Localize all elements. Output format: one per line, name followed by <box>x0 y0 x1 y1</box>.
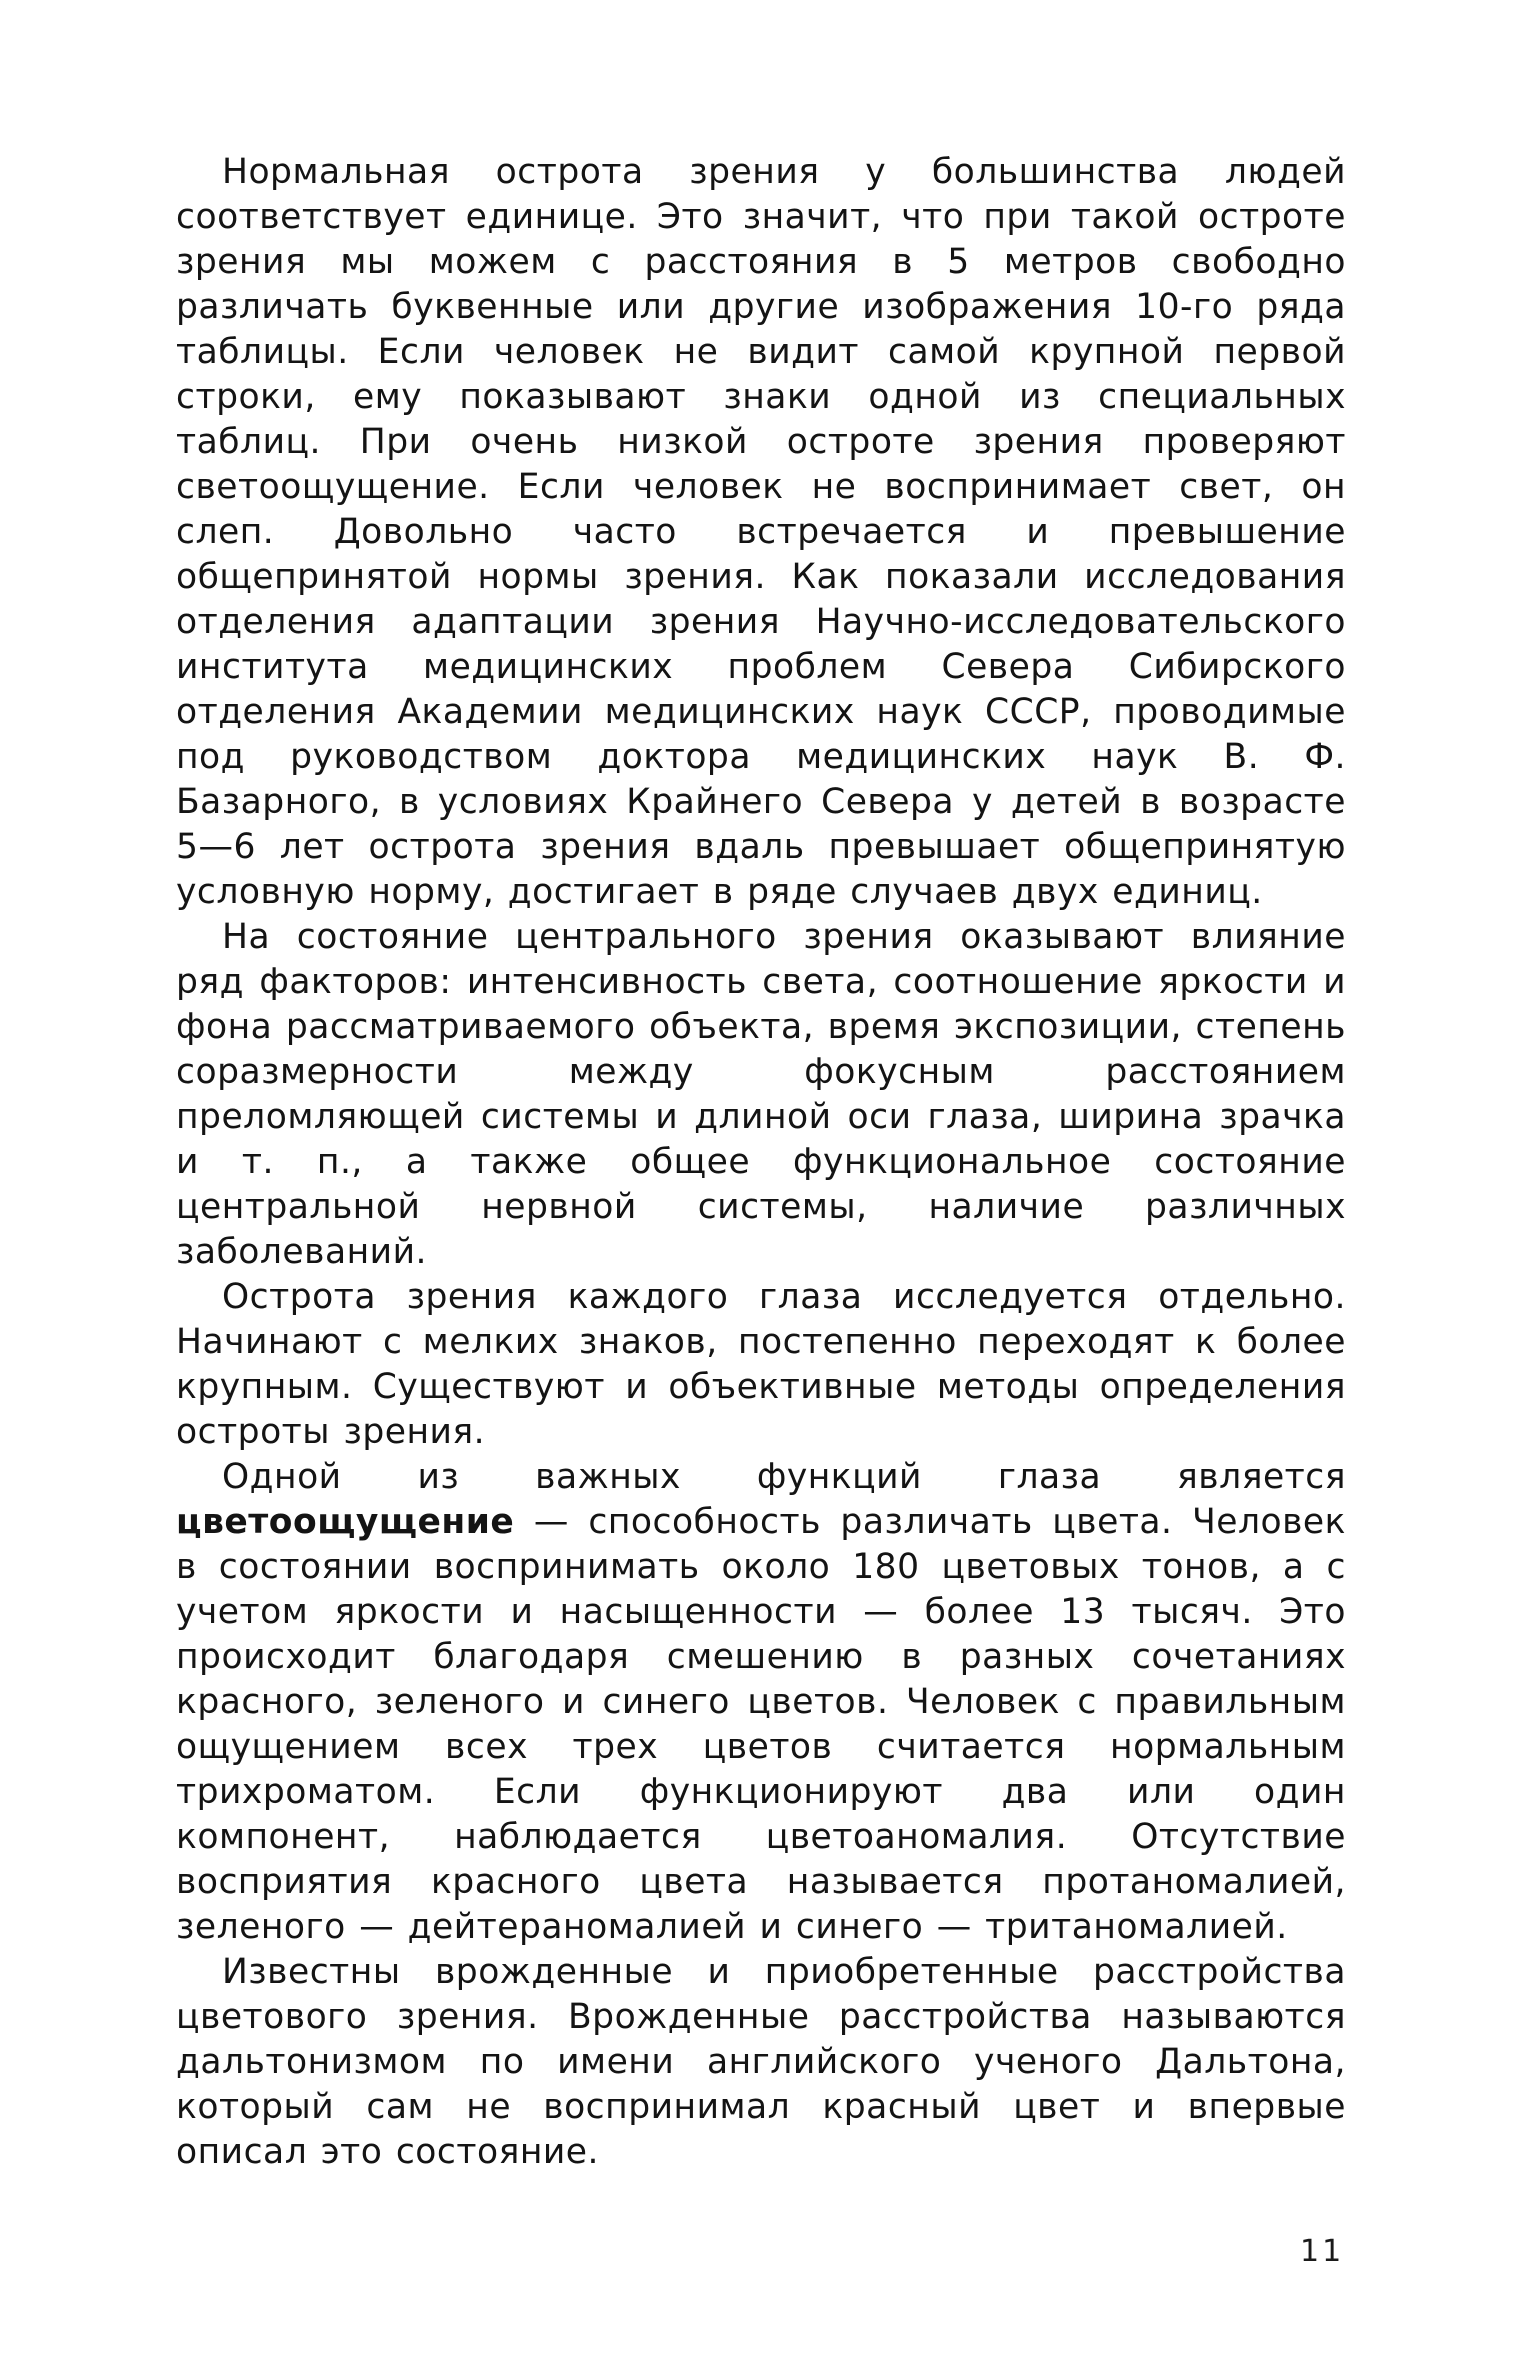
page-number: 11 <box>1300 2234 1345 2269</box>
paragraph-text: Острота зрения каждого глаза исследуется отдельно. Начинают с мелких знаков, постепенно переходят к более крупным. Существуют и объективные методы определения остроты зрения. <box>176 1277 1346 1452</box>
paragraph-color-perception <box>176 1455 1346 1950</box>
paragraph-text: Нормальная острота зрения у большинства людей соответствует единице. Это значит, что при такой остроте зрения мы можем с расстояния в 5 метров свободно различать буквенные или другие изображения 10-го ряда таблицы. Если человек не видит самой крупной первой строки, ему показывают знаки одной из специальных таблиц. При очень низкой остроте зрения проверяют светоощущение. Если человек не воспринимает свет, он слеп. Довольно часто встречается и превышение общепринятой нормы зрения. Как показали исследования отделения адаптации зрения Научно-исследовательского института медицинских проблем Севера Сибирского отделения Академии медицинских наук СССР, проводимые под руководством доктора медицинских наук В. Ф. Базарного, в условиях Крайнего Севера у детей в возрасте 5—6 лет острота зрения вдаль превышает общепринятую условную норму, достигает в ряде случаев двух единиц. <box>176 152 1346 912</box>
paragraph-text: Известны врожденные и приобретенные расстройства цветового зрения. Врожденные расстройства называются дальтонизмом по имени английского ученого Дальтона, который сам не воспринимал красный цвет и впервые описал это состояние. <box>176 1952 1346 2172</box>
term-color-perception: цветоощущение <box>176 1502 515 1542</box>
paragraph-color-disorders <box>176 1950 1346 2175</box>
paragraph-acuity-testing <box>176 1275 1346 1455</box>
page-body <box>176 150 1346 2230</box>
paragraph-lead: Одной из важных функций глаза является <box>222 1457 1346 1497</box>
paragraph-text: На состояние центрального зрения оказывают влияние ряд факторов: интенсивность света, соотношение яркости и фона рассматриваемого объекта, время экспозиции, степень соразмерности между фокусным расстоянием преломляющей системы и длиной оси глаза, ширина зрачка и т. п., а также общее функциональное состояние центральной нервной системы, наличие различных заболеваний. <box>176 917 1346 1272</box>
paragraph-central-vision-factors <box>176 915 1346 1275</box>
paragraph-visual-acuity-norm <box>176 150 1346 915</box>
paragraph-text: — способность различать цвета. Человек в состоянии воспринимать около 180 цветовых тонов, а с учетом яркости и насыщенности — более 13 тысяч. Это происходит благодаря смешению в разных сочетаниях красного, зеленого и синего цветов. Человек с правильным ощущением всех трех цветов считается нормальным трихроматом. Если функционируют два или один компонент, наблюдается цветоаномалия. Отсутствие восприятия красного цвета называется протаномалией, зеленого — дейтераномалией и синего — тританомалией. <box>176 1502 1346 1947</box>
